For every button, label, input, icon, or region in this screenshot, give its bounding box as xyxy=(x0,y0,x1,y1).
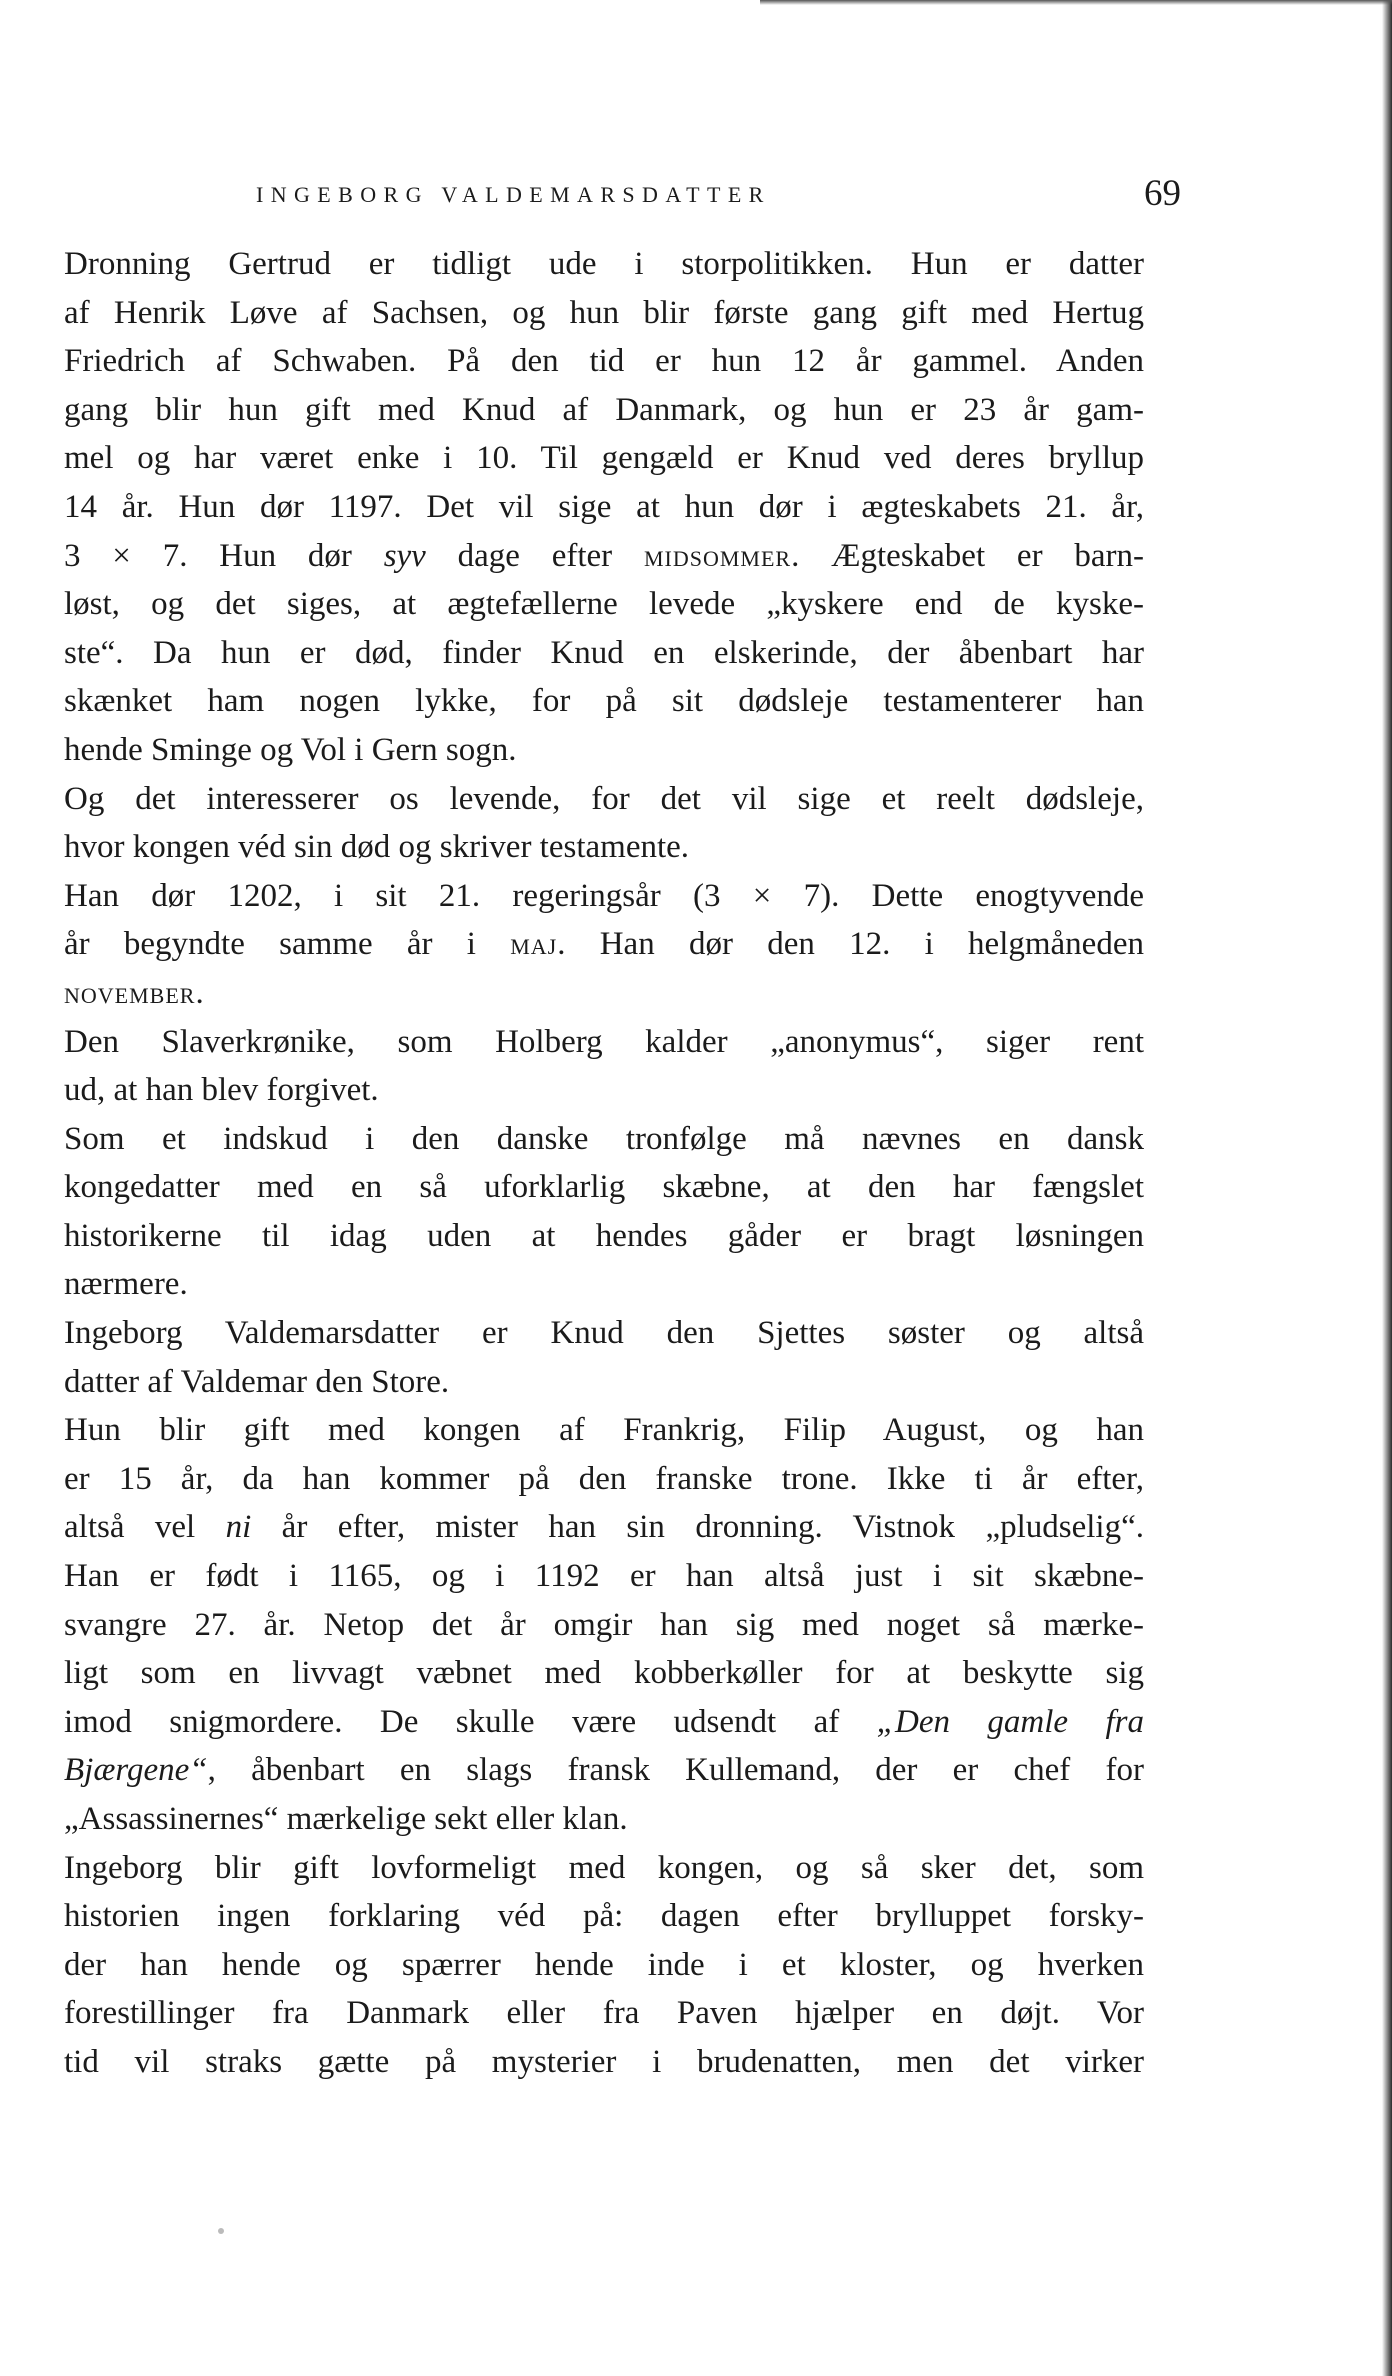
text-segment: imod snigmordere. De skulle være udsendt af xyxy=(64,1703,877,1740)
text-line xyxy=(64,1163,1144,1212)
text-line xyxy=(64,337,1144,386)
text-segment: forestillinger fra Danmark eller fra Paven hjælper en døjt. Vor xyxy=(64,1995,1144,2032)
text-line xyxy=(64,872,1144,921)
text-segment: Dronning Gertrud er tidligt ude i storpolitikken. Hun er datter xyxy=(64,246,1144,282)
text-line xyxy=(64,240,1144,289)
text-segment: løst, og det siges, at ægtefællerne levede „kyskere end de kyske- xyxy=(64,586,1144,623)
text-segment: Friedrich af Schwaben. På den tid er hun 12 år gammel. Anden xyxy=(64,343,1144,380)
text-segment: Som et indskud i den danske tronfølge må nævnes en dansk xyxy=(64,1120,1144,1157)
text-segment: ud, at han blev forgivet. xyxy=(64,1072,379,1109)
text-segment: Den Slaverkrønike, som Holberg kalder „anonymus“, siger rent xyxy=(64,1023,1144,1060)
text-line xyxy=(64,823,1144,872)
text-line xyxy=(64,1066,1144,1115)
text-segment: MAJ xyxy=(510,934,558,960)
page-edge-shadow xyxy=(1382,0,1392,2376)
text-line xyxy=(64,1018,1144,1067)
text-segment: Og det interesserer os levende, for det vil sige et reelt dødsleje, xyxy=(64,780,1144,817)
text-segment: Bjærgene“ xyxy=(64,1752,208,1789)
text-segment: Hun blir gift med kongen af Frankrig, Filip August, og han xyxy=(64,1412,1144,1449)
text-line xyxy=(64,1260,1144,1309)
text-segment: historikerne til idag uden at hendes gåder er bragt løsningen xyxy=(64,1217,1144,1254)
text-line xyxy=(64,920,1144,969)
text-line xyxy=(64,532,1144,581)
text-segment: 3 × 7. Hun dør xyxy=(64,537,384,574)
text-segment: kongedatter med en så uforklarlig skæbne, at den har fængslet xyxy=(64,1169,1144,1206)
text-segment: , åbenbart en slags fransk Kullemand, der er chef for xyxy=(207,1752,1144,1789)
body-text xyxy=(64,240,1144,2087)
text-segment: nærmere. xyxy=(64,1266,188,1303)
text-line xyxy=(64,969,1144,1018)
text-segment: dage efter xyxy=(425,537,644,574)
text-segment: mel og har været enke i 10. Til gengæld er Knud ved deres bryllup xyxy=(64,440,1144,477)
text-line xyxy=(64,289,1144,338)
text-segment: Han er født i 1165, og i 1192 er han altså just i sit skæbne- xyxy=(64,1558,1144,1595)
text-line xyxy=(64,629,1144,678)
text-segment: tid vil straks gætte på mysterier i brudenatten, men det virker xyxy=(64,2043,1144,2080)
text-line xyxy=(64,434,1144,483)
text-segment: ligt som en livvagt væbnet med kobberkøller for at beskytte sig xyxy=(64,1655,1144,1692)
text-line xyxy=(64,1746,1144,1795)
text-line xyxy=(64,1649,1144,1698)
text-line xyxy=(64,1552,1144,1601)
text-line xyxy=(64,1892,1144,1941)
text-segment: . Han dør den 12. i helgmåneden xyxy=(557,926,1144,963)
text-line xyxy=(64,1115,1144,1164)
text-segment: NOVEMBER xyxy=(64,982,196,1008)
text-line xyxy=(64,1503,1144,1552)
text-line xyxy=(64,1358,1144,1407)
text-segment: er 15 år, da han kommer på den franske trone. Ikke ti år efter, xyxy=(64,1460,1144,1497)
text-segment: „Den gamle fra xyxy=(876,1703,1144,1740)
text-segment: svangre 27. år. Netop det år omgir han sig med noget så mærke- xyxy=(64,1606,1144,1643)
text-segment: Ingeborg Valdemarsdatter er Knud den Sjettes søster og altså xyxy=(64,1315,1144,1352)
text-line xyxy=(64,386,1144,435)
paper-speck xyxy=(218,2228,224,2234)
text-line xyxy=(64,1309,1144,1358)
text-segment: skænket ham nogen lykke, for på sit dødsleje testamenterer han xyxy=(64,683,1144,720)
text-segment: hende Sminge og Vol i Gern sogn. xyxy=(64,731,517,768)
text-line xyxy=(64,1406,1144,1455)
text-line xyxy=(64,580,1144,629)
text-line xyxy=(64,1941,1144,1990)
text-segment: Ingeborg blir gift lovformeligt med kongen, og så sker det, som xyxy=(64,1849,1144,1886)
text-line xyxy=(64,1844,1144,1893)
text-segment: syv xyxy=(383,537,426,574)
page-top-edge xyxy=(760,0,1392,5)
text-segment: „Assassinernes“ mærkelige sekt eller klan. xyxy=(64,1801,628,1837)
text-segment: ni xyxy=(225,1509,252,1546)
text-segment: . xyxy=(195,974,204,1011)
text-segment: år begyndte samme år i xyxy=(64,926,511,963)
text-line xyxy=(64,1795,1144,1844)
text-segment: . Ægteskabet er barn- xyxy=(791,537,1144,574)
text-line xyxy=(64,1989,1144,2038)
text-segment: år efter, mister han sin dronning. Vistnok „pludselig“. xyxy=(251,1509,1144,1546)
text-segment: Han dør 1202, i sit 21. regeringsår (3 × 7). Dette enogtyvende xyxy=(64,877,1144,914)
text-line xyxy=(64,2038,1144,2087)
text-line xyxy=(64,1698,1144,1747)
text-segment: der han hende og spærrer hende inde i et kloster, og hverken xyxy=(64,1946,1144,1983)
text-segment: 14 år. Hun dør 1197. Det vil sige at hun dør i ægteskabets 21. år, xyxy=(64,488,1144,525)
text-line xyxy=(64,775,1144,824)
text-segment: hvor kongen véd sin død og skriver testamente. xyxy=(64,829,690,866)
page-header xyxy=(256,172,1181,220)
text-line xyxy=(64,1601,1144,1650)
running-head: INGEBORG VALDEMARSDATTER xyxy=(256,182,771,207)
text-segment: ste“. Da hun er død, finder Knud en elskerinde, der åbenbart har xyxy=(64,634,1144,671)
text-segment: af Henrik Løve af Sachsen, og hun blir første gang gift med Hertug xyxy=(64,294,1144,331)
text-segment: MIDSOMMER xyxy=(643,545,792,571)
text-line xyxy=(64,677,1144,726)
text-segment: altså vel xyxy=(64,1509,226,1546)
text-segment: historien ingen forklaring véd på: dagen efter brylluppet forsky- xyxy=(64,1898,1144,1935)
text-segment: gang blir hun gift med Knud af Danmark, og hun er 23 år gam- xyxy=(64,391,1144,428)
text-line xyxy=(64,1212,1144,1261)
text-line xyxy=(64,483,1144,532)
text-line xyxy=(64,726,1144,775)
text-segment: datter af Valdemar den Store. xyxy=(64,1363,450,1400)
text-line xyxy=(64,1455,1144,1504)
page-number: 69 xyxy=(1144,173,1181,214)
